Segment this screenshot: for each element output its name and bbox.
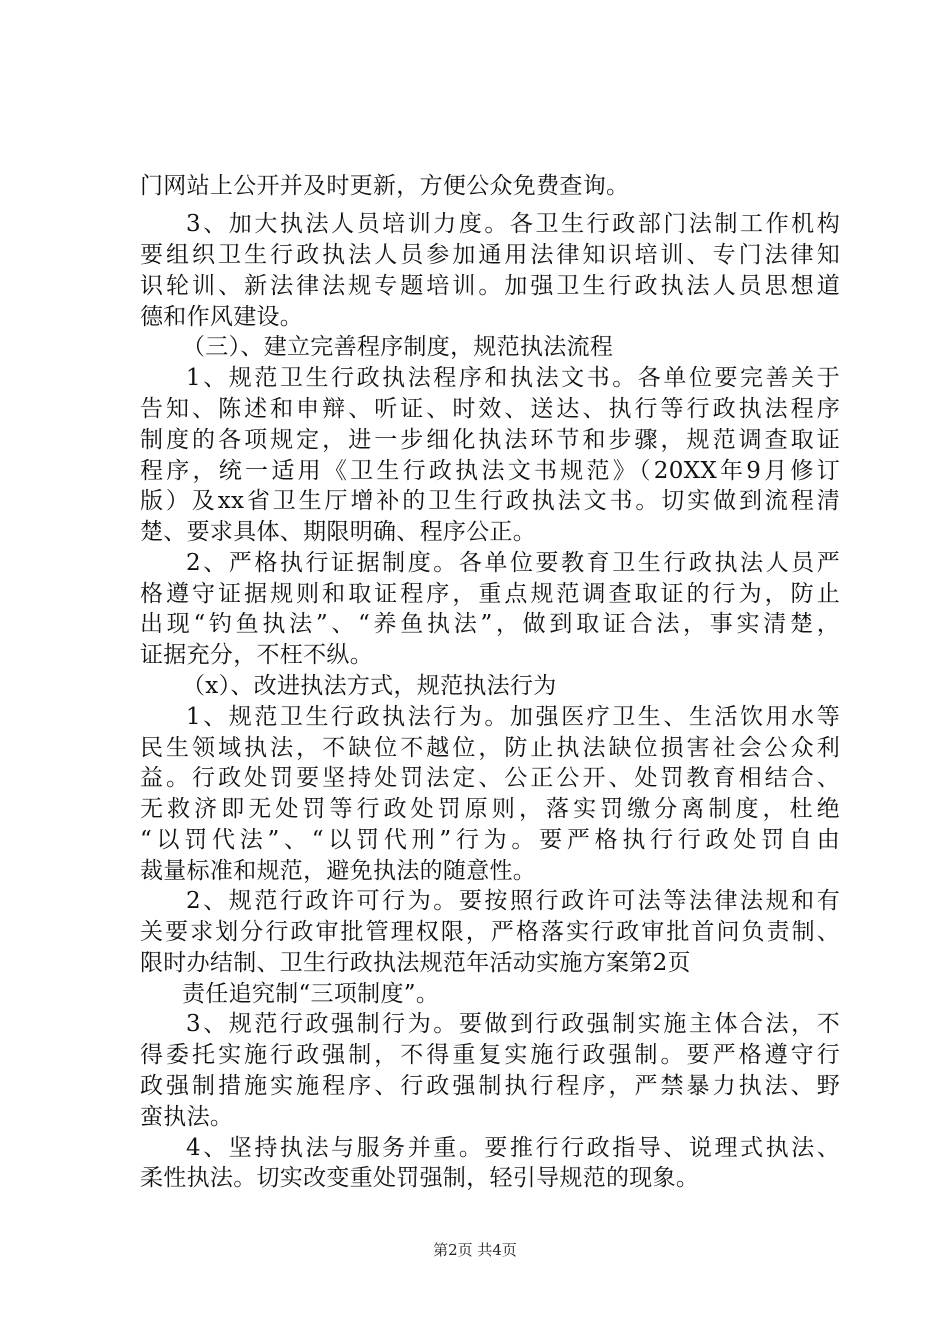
text-line: 1、规范卫生行政执法行为。加强医疗卫生、生活饮用水等 <box>186 704 840 730</box>
text-line: 楚、要求具体、期限明确、程序公正。 <box>140 519 537 545</box>
text-line: 无救济即无处罚等行政处罚原则，落实罚缴分离制度，杜绝 <box>140 796 840 822</box>
text-line: 责任追究制“三项制度”。 <box>182 981 440 1007</box>
text-line: 民生领域执法，不缺位不越位，防止执法缺位损害社会公众利 <box>140 735 840 761</box>
section-heading: （x）、改进执法方式，规范执法行为 <box>182 673 557 699</box>
text-line: 版）及xx省卫生厅增补的卫生行政执法文书。切实做到流程清 <box>140 488 840 514</box>
section-heading: （三）、建立完善程序制度，规范执法流程 <box>182 334 614 360</box>
text-line: 门网站上公开并及时更新，方便公众免费查询。 <box>140 173 630 199</box>
page-number-footer: 第2页 共4页 <box>433 1241 517 1259</box>
text-line: 4、坚持执法与服务并重。要推行行政指导、说理式执法、 <box>186 1135 840 1161</box>
text-line: 2、规范行政许可行为。要按照行政许可法等法律法规和有 <box>186 888 840 914</box>
text-line: 蛮执法。 <box>140 1104 234 1130</box>
text-line: 政强制措施实施程序、行政强制执行程序，严禁暴力执法、野 <box>140 1073 840 1099</box>
text-line: 3、加大执法人员培训力度。各卫生行政部门法制工作机构 <box>186 211 840 237</box>
text-line: 证据充分，不枉不纵。 <box>140 642 373 668</box>
text-line: 3、规范行政强制行为。要做到行政强制实施主体合法，不 <box>186 1011 840 1037</box>
text-line: “以罚代法”、“以罚代刑”行为。要严格执行行政处罚自由 <box>140 827 840 853</box>
text-line: 柔性执法。切实改变重处罚强制，轻引导规范的现象。 <box>140 1165 700 1191</box>
text-line: 1、规范卫生行政执法程序和执法文书。各单位要完善关于 <box>186 365 840 391</box>
text-line: 出现“钓鱼执法”、“养鱼执法”，做到取证合法，事实清楚， <box>140 611 840 637</box>
text-line: 限时办结制、卫生行政执法规范年活动实施方案第2页 <box>140 950 691 976</box>
text-line: 识轮训、新法律法规专题培训。加强卫生行政执法人员思想道 <box>140 273 840 299</box>
text-line: 2、严格执行证据制度。各单位要教育卫生行政执法人员严 <box>186 550 840 576</box>
text-line: 关要求划分行政审批管理权限，严格落实行政审批首问负责制、 <box>140 919 840 945</box>
text-line: 格遵守证据规则和取证程序，重点规范调查取证的行为，防止 <box>140 581 840 607</box>
text-line: 制度的各项规定，进一步细化执法环节和步骤，规范调查取证 <box>140 427 840 453</box>
text-line: 德和作风建设。 <box>140 304 304 330</box>
text-line: 益。行政处罚要坚持处罚法定、公正公开、处罚教育相结合、 <box>140 765 840 791</box>
text-line: 要组织卫生行政执法人员参加通用法律知识培训、专门法律知 <box>140 242 840 268</box>
text-line: 程序，统一适用《卫生行政执法文书规范》（20XX年9月修订 <box>140 458 840 484</box>
text-line: 得委托实施行政强制，不得重复实施行政强制。要严格遵守行 <box>140 1042 840 1068</box>
text-line: 告知、陈述和申辩、听证、时效、送达、执行等行政执法程序 <box>140 396 840 422</box>
text-line: 裁量标准和规范，避免执法的随意性。 <box>140 858 537 884</box>
